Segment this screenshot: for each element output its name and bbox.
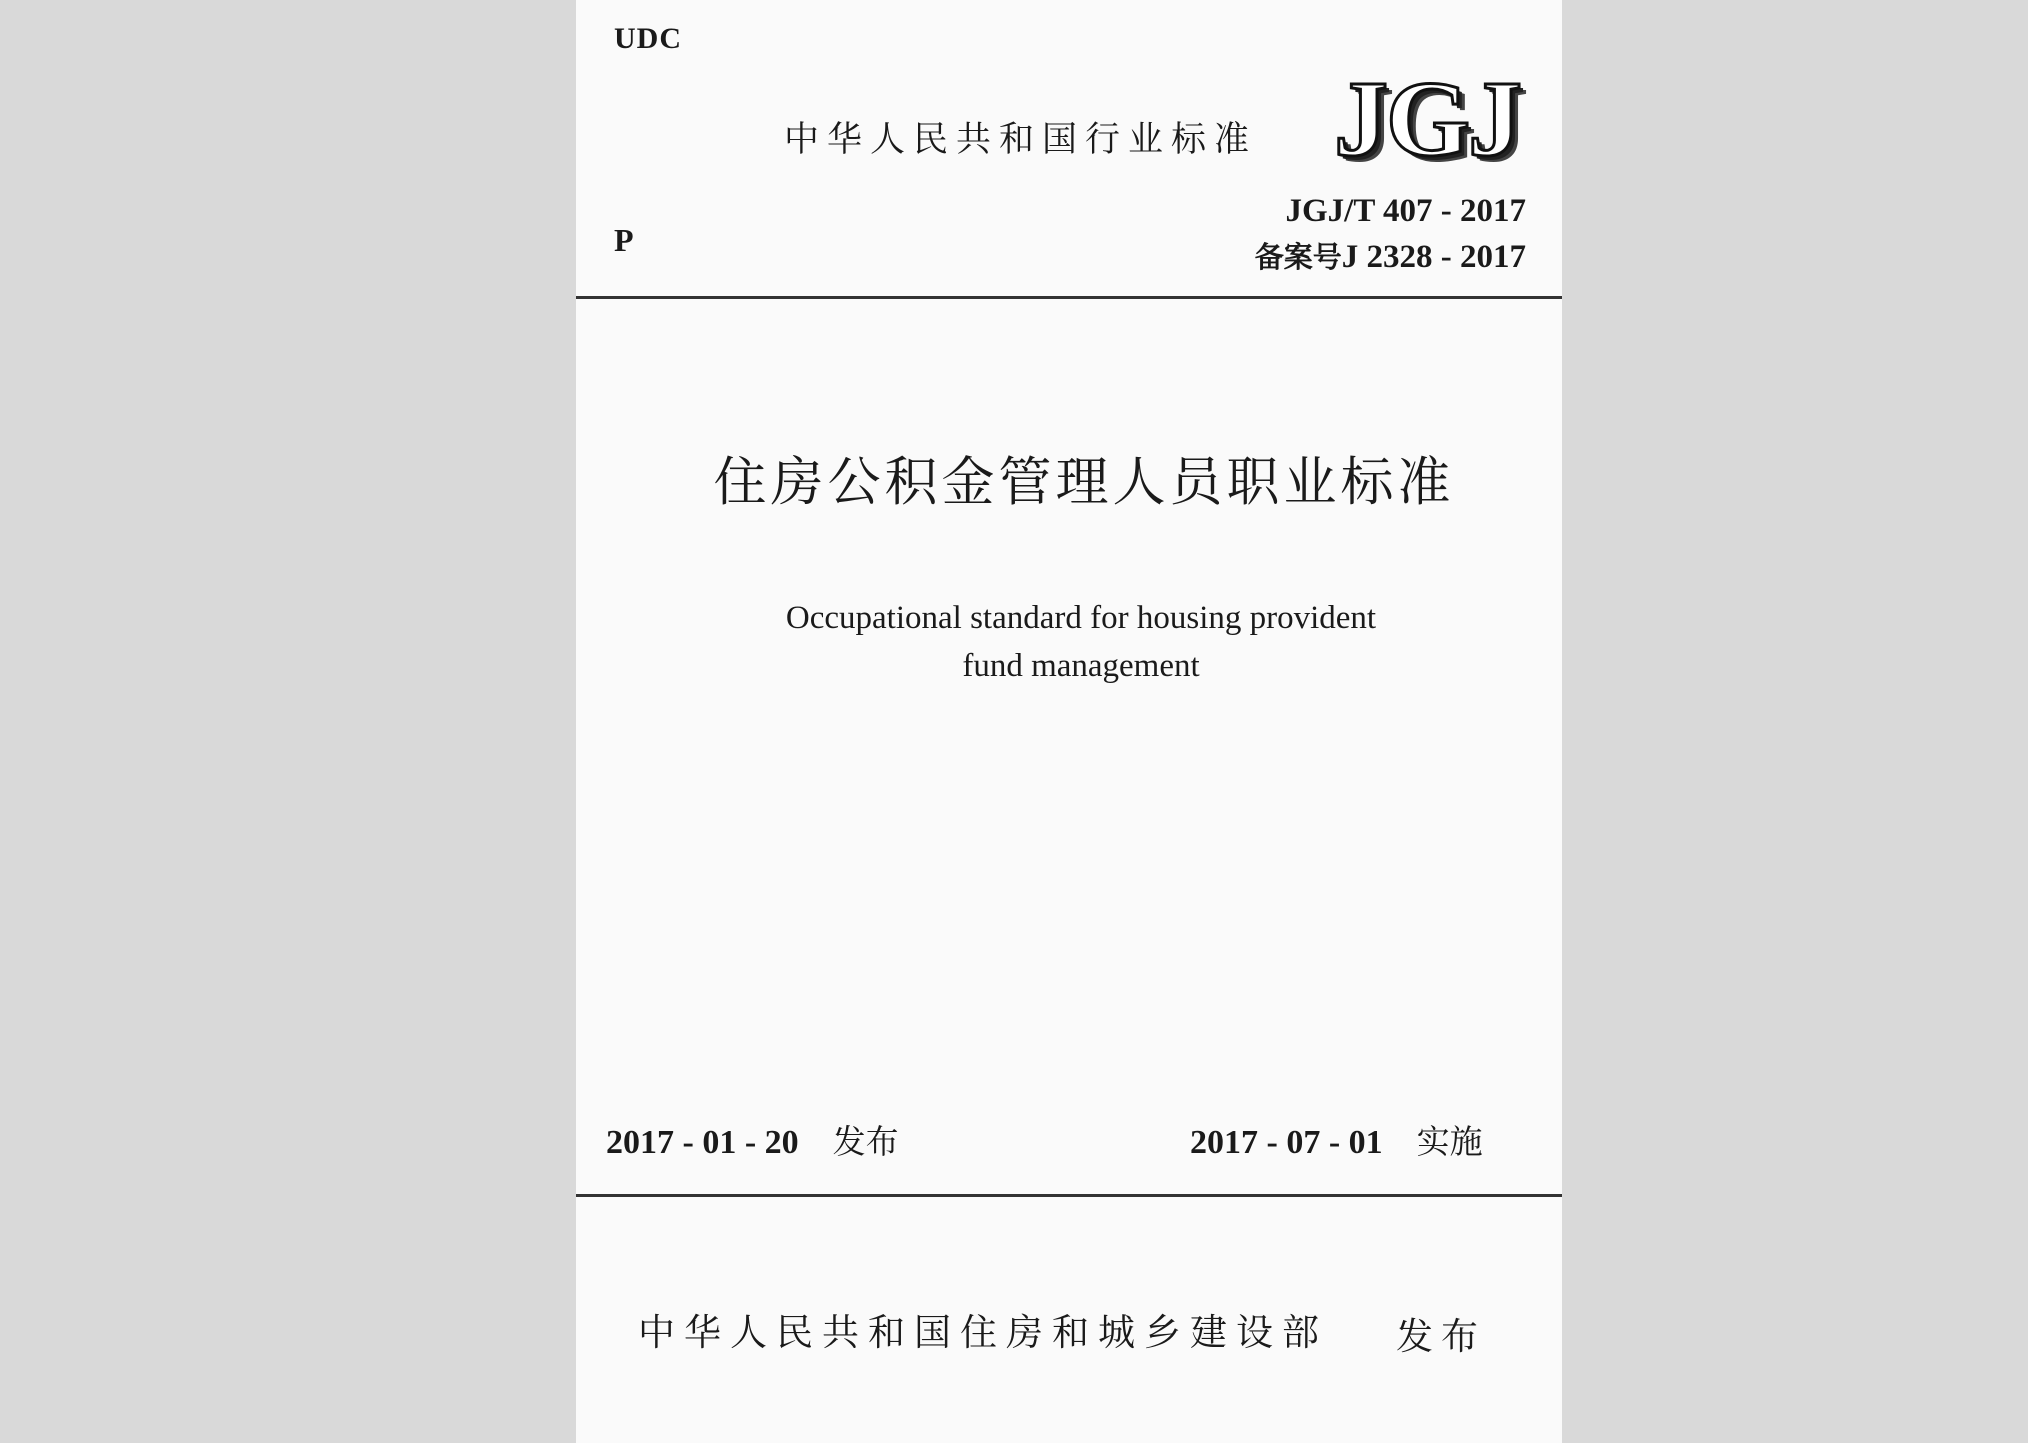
title-english-line2: fund management xyxy=(962,648,1200,684)
issue-date-line xyxy=(606,1116,899,1163)
issue-date: 2017 - 01 - 20 xyxy=(606,1124,799,1161)
record-number-line xyxy=(1255,234,1526,280)
effective-label: 实施 xyxy=(1416,1122,1483,1161)
title-chinese: 住房公积金管理人员职业标准 xyxy=(713,452,1455,513)
issue-word: 发布 xyxy=(1396,1315,1486,1358)
top-divider xyxy=(576,296,1562,299)
jgj-logo: JGJ xyxy=(1334,60,1521,179)
udc-label: UDC xyxy=(614,22,682,55)
standard-number: JGJ/T 407 - 2017 xyxy=(1285,193,1526,229)
record-prefix: 备案号 xyxy=(1254,240,1342,274)
title-english xyxy=(576,594,1562,690)
bottom-divider xyxy=(576,1194,1562,1197)
effective-date-line xyxy=(1190,1116,1483,1163)
standard-type: 中华人民共和国行业标准 xyxy=(784,120,1258,160)
title-english-line1: Occupational standard for housing provident xyxy=(785,600,1377,636)
issue-label: 发布 xyxy=(832,1122,899,1161)
classification-code: P xyxy=(614,222,634,258)
record-number: J 2328 - 2017 xyxy=(1341,239,1526,275)
standard-codes xyxy=(1255,188,1526,280)
document-cover xyxy=(576,0,1562,1443)
issuer: 中华人民共和国住房和城乡建设部 xyxy=(638,1311,1328,1354)
effective-date: 2017 - 07 - 01 xyxy=(1190,1124,1383,1161)
